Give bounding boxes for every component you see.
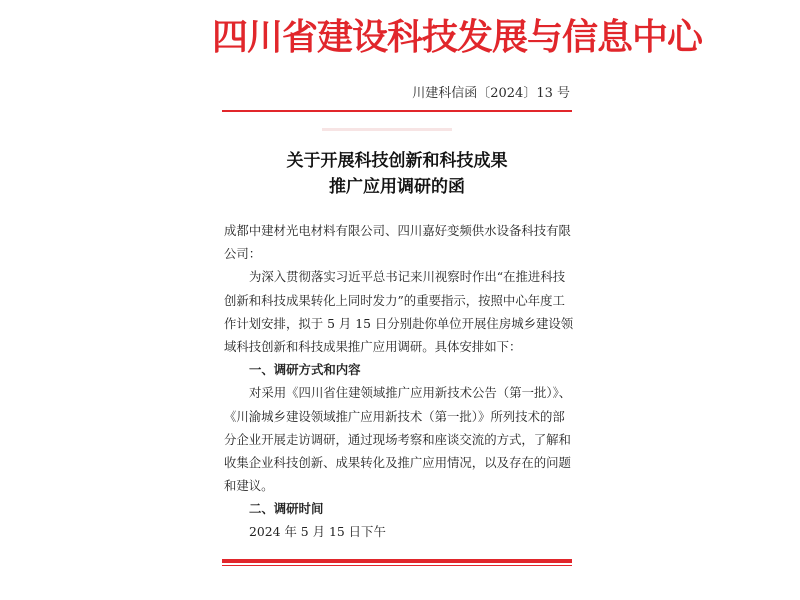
document-title bbox=[222, 148, 572, 200]
intro-line-3: 作计划安排，拟于 5 月 15 日分别赴你单位开展住房城乡建设领 bbox=[224, 315, 574, 331]
recipient-line-1: 成都中建材光电材料有限公司、四川嘉好变频供水设备科技有限 bbox=[224, 223, 571, 238]
section-2-date: 2024 年 5 月 15 日下午 bbox=[249, 524, 386, 540]
document-title-line-1: 关于开展科技创新和科技成果 bbox=[286, 151, 508, 171]
document-body bbox=[224, 219, 572, 544]
section-1-line-2: 《川渝城乡建设领域推广应用新技术（第一批）》所列技术的部 bbox=[224, 408, 565, 424]
intro-line-2: 创新和科技成果转化上同时发力”的重要指示，按照中心年度工 bbox=[224, 292, 565, 308]
footer-red-rule-thin bbox=[222, 565, 572, 566]
letterhead-org-name: 四川省建设科技发展与信息中心 bbox=[212, 17, 703, 58]
section-1-line-3: 分企业开展走访调研，通过现场考察和座谈交流的方式，了解和 bbox=[224, 431, 571, 447]
intro-line-1: 为深入贯彻落实习近平总书记来川视察时作出“在推进科技 bbox=[249, 269, 566, 285]
letterhead-red-rule bbox=[222, 110, 572, 112]
recipient-line-2: 公司： bbox=[224, 246, 262, 262]
section-1-line-1: 对采用《四川省住建领域推广应用新技术公告（第一批）》、 bbox=[249, 385, 572, 401]
section-1-line-5: 和建议。 bbox=[224, 478, 274, 494]
intro-line-4: 域科技创新和科技成果推广应用调研。具体安排如下： bbox=[224, 338, 522, 354]
section-2-heading: 二、调研时间 bbox=[249, 501, 324, 517]
faint-bleed-through-line bbox=[322, 128, 452, 131]
document-title-line-2: 推广应用调研的函 bbox=[329, 177, 465, 197]
section-1-heading: 一、调研方式和内容 bbox=[249, 362, 361, 378]
footer-red-rule-thick bbox=[222, 559, 572, 563]
document-number: 川建科信函〔2024〕13 号 bbox=[412, 86, 570, 101]
section-1-line-4: 收集企业科技创新、成果转化及推广应用情况，以及存在的问题 bbox=[224, 454, 571, 470]
